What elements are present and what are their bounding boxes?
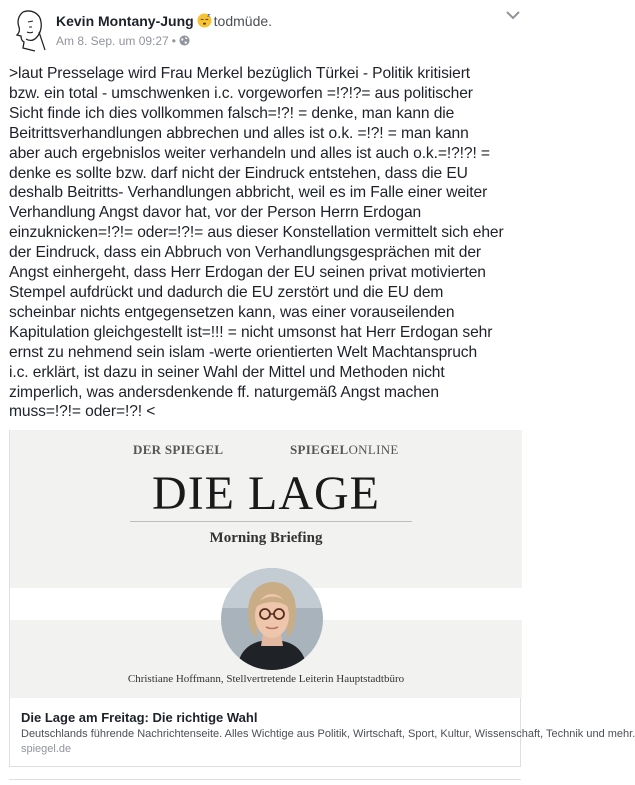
avatar[interactable] — [9, 8, 49, 52]
newsletter-subtitle: Morning Briefing — [209, 530, 323, 546]
sleepy-face-icon — [197, 13, 212, 28]
photo-caption: Christiane Hoffmann, Stellvertretende Leiterin Hauptstadtbüro — [127, 673, 405, 685]
bottom-divider — [9, 779, 521, 780]
feeling-text: todmüde. — [213, 13, 273, 29]
masthead-online: ONLINE — [348, 442, 399, 457]
post-header — [0, 0, 533, 56]
link-description: Deutschlands führende Nachrichtenseite. Alles Wichtige aus Politik, Wirtschaft, Sport, Kultur, Wissenschaft, Technik und mehr. — [21, 728, 635, 740]
masthead-spiegel: SPIEGEL — [290, 442, 349, 457]
portrait-photo — [221, 568, 323, 670]
post-text: >laut Presselage wird Frau Merkel bezüglich Türkei - Politik kritisiert bzw. ein total - umschwenken i.c. vorgeworfen =!?!?= aus politischer Sicht finde ich dies vollkommen falsch=!?! = denke, man kann die Beitrittsverhandlungen abbrechen und alles ist o.k. =!?! = man kann aber auch ergebnislos weiter verhandeln und alles ist auch o.k.=!?!?! = denke es sollte bzw. darf nicht der Eindruck entstehen, dass die EU deshalb Beitritts- Verhandlungen abbricht, weil es im Falle einer weiter Verhandlung Angst davor hat, vor der Person Herrn Erdogan einzuknicken=!?!= oder=!?!= aus dieser Konstellation vermittelt sich eher der Eindruck, dass ein Abbruch von Verhandlungsgesprächen mit der Angst einhergeht, dass Herr Erdogan der EU seinen privat motivierten Stempel aufdrückt und dadurch die EU zerstört und die EU dem scheinbar nichts entgegensetzen kann, was einer vorauseilenden Kapitulation gleichgestellt ist=!!! = nicht umsonst hat Herr Erdogan sehr ernst zu nehmend sein islam -werte orientierten Welt Machtanspruch i.c. erklärt, ist dazu in seiner Wahl der Mittel und Methoden nicht zimperlich, was andersdenkende ff. naturgemäß Angst machen muss=!?!= oder=!?! < — [9, 65, 504, 421]
author-name[interactable]: Kevin Montany-Jung — [56, 13, 194, 29]
timestamp[interactable]: Am 8. Sep. um 09:27 — [56, 34, 169, 48]
newsletter-title: DIE LAGE — [152, 467, 380, 520]
globe-icon[interactable] — [179, 35, 190, 46]
post-meta — [56, 34, 190, 48]
link-domain: spiegel.de — [21, 743, 72, 755]
masthead-der-spiegel: DER SPIEGEL — [133, 442, 224, 457]
chevron-down-icon[interactable] — [504, 8, 522, 22]
link-title[interactable]: Die Lage am Freitag: Die richtige Wahl — [21, 710, 258, 725]
meta-separator: • — [171, 34, 176, 48]
author-line — [56, 13, 272, 29]
masthead-spiegel-online — [290, 442, 399, 458]
link-preview[interactable] — [9, 430, 635, 767]
link-info[interactable] — [10, 698, 635, 766]
title-rule — [130, 521, 412, 522]
preview-image[interactable] — [10, 430, 522, 698]
